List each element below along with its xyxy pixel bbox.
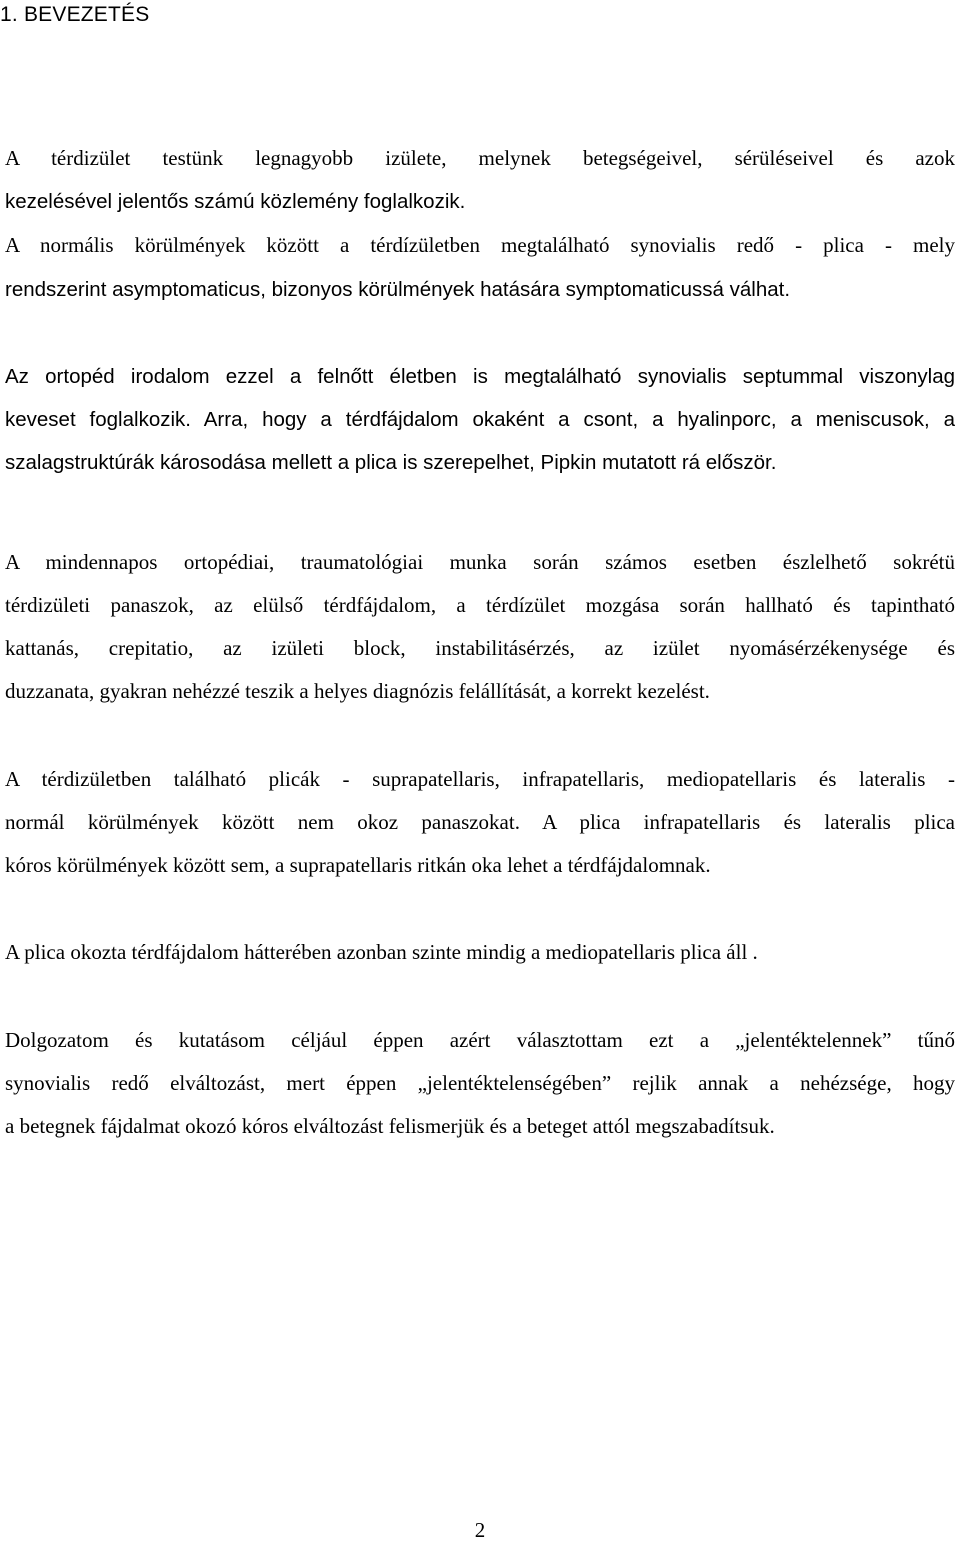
paragraph-1	[5, 137, 955, 180]
paragraph-5	[5, 931, 955, 974]
paragraph-1-continued	[5, 180, 955, 223]
section-heading: 1. BEVEZETÉS	[0, 3, 150, 26]
paragraph-2	[5, 355, 955, 484]
paragraph-line: A plica okozta térdfájdalom hátterében azonban szinte mindig a mediopatellaris plica áll .	[5, 940, 758, 964]
paragraph-line: A normális körülmények között a térdízületben megtalálható synovialis redő - plica - mely	[5, 233, 955, 257]
paragraph-line: térdizületi panaszok, az elülső térdfájdalom, a térdízület mozgása során hallható és tapintható	[5, 593, 955, 617]
paragraph-line: rendszerint asymptomaticus, bizonyos körülmények hatására symptomaticussá válhat.	[5, 278, 791, 301]
paragraph-6	[5, 1019, 955, 1148]
paragraph-3	[5, 541, 955, 713]
paragraph-line: normál körülmények között nem okoz panaszokat. A plica infrapatellaris és lateralis plica	[5, 810, 955, 834]
paragraph-line: keveset foglalkozik. Arra, hogy a térdfájdalom okaként a csont, a hyalinporc, a meniscusok, a	[5, 408, 955, 431]
paragraph-line: synovialis redő elváltozást, mert éppen „jelentéktelenségében” rejlik annak a nehézsége, hogy	[5, 1071, 955, 1095]
paragraph-line: A térdizületben található plicák - suprapatellaris, infrapatellaris, mediopatellaris és lateralis -	[5, 767, 955, 791]
paragraph-1-serif	[5, 224, 955, 267]
page-number: 2	[474, 1518, 486, 1542]
paragraph-line: A térdizület testünk legnagyobb izülete, melynek betegségeivel, sérüléseivel és azok	[5, 146, 955, 170]
paragraph-line: szalagstruktúrák károsodása mellett a plica is szerepelhet, Pipkin mutatott rá először.	[5, 451, 777, 474]
paragraph-line: kezelésével jelentős számú közlemény foglalkozik.	[5, 190, 466, 213]
paragraph-line: Az ortopéd irodalom ezzel a felnőtt életben is megtalálható synovialis septummal viszonylag	[5, 365, 955, 388]
paragraph-line: a betegnek fájdalmat okozó kóros elváltozást felismerjük és a beteget attól megszabadítsuk.	[5, 1114, 775, 1138]
paragraph-1-sans	[5, 268, 955, 311]
paragraph-line: kattanás, crepitatio, az izületi block, instabilitásérzés, az izület nyomásérzékenysége és	[5, 636, 955, 660]
paragraph-line: duzzanata, gyakran nehézzé teszik a helyes diagnózis felállítását, a korrekt kezelést.	[5, 679, 710, 703]
paragraph-line: kóros körülmények között sem, a suprapatellaris ritkán oka lehet a térdfájdalomnak.	[5, 853, 711, 877]
paragraph-line: Dolgozatom és kutatásom céljául éppen azért választottam ezt a „jelentéktelennek” tűnő	[5, 1028, 955, 1052]
paragraph-line: A mindennapos ortopédiai, traumatológiai munka során számos esetben észlelhető sokrétü	[5, 550, 955, 574]
paragraph-4	[5, 758, 955, 887]
